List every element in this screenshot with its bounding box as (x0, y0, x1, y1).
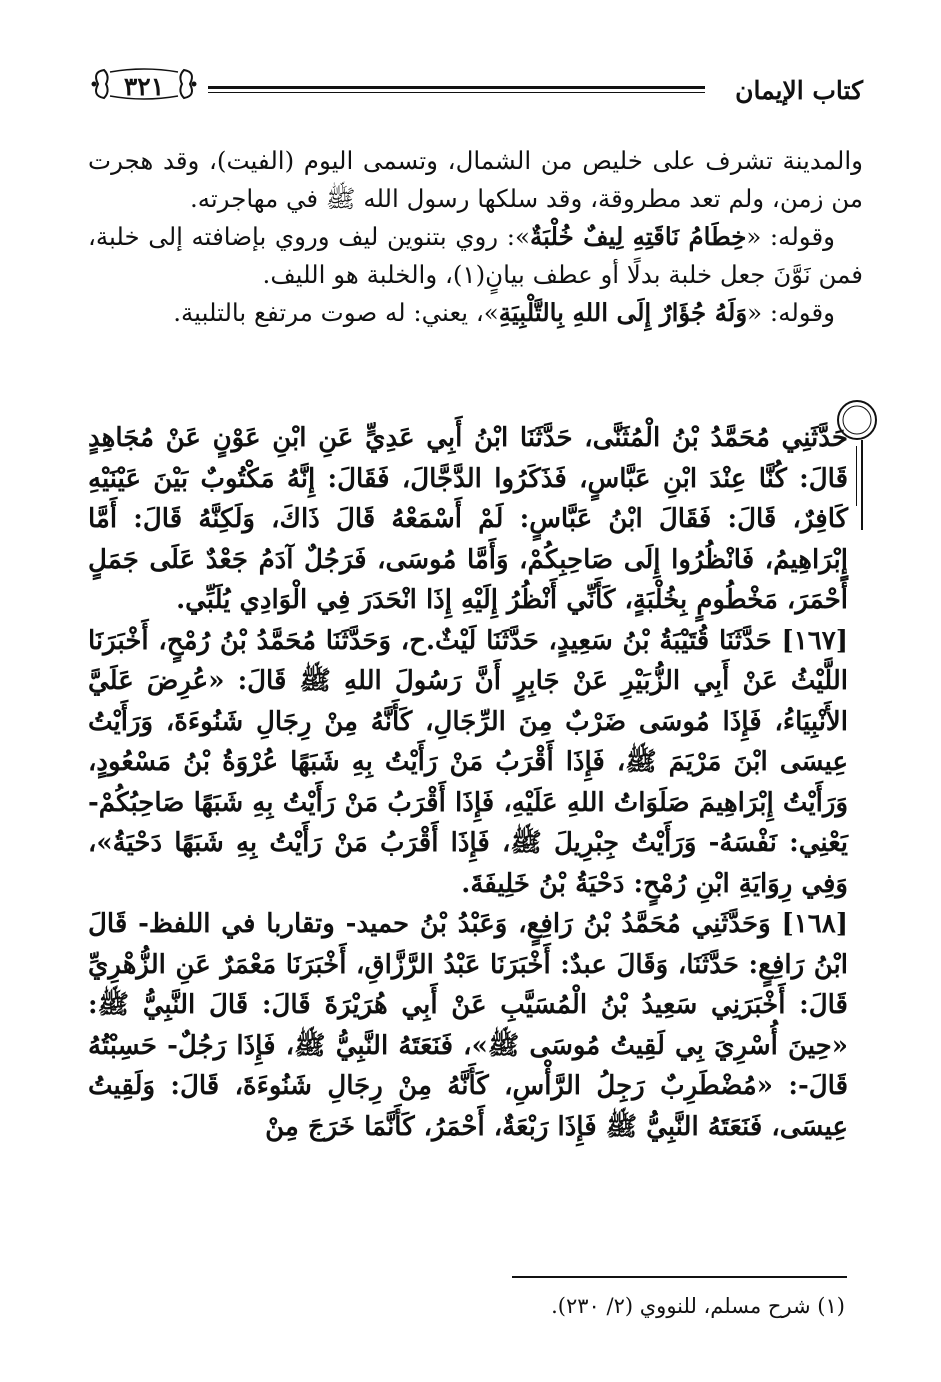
hadith-text (88, 418, 848, 1147)
header-rule (208, 86, 705, 89)
hadith-paragraph: [١٦٧] حَدَّثَنَا قُتَيْبَةُ بْنُ سَعِيدٍ، حَدَّثَنَا لَيْثٌ.ح، وَحَدَّثَنَا مُحَمَّدُ بْنُ رُمْحٍ، أَخْبَرَنَا اللَّيْثُ عَنْ أَبِي الزُّبَيْرِ عَنْ جَابِرٍ أَنَّ رَسُولَ اللهِ ﷺ قَالَ: «عُرِضَ عَلَيَّ الأَنْبِيَاءُ، فَإِذَا مُوسَى ضَرْبٌ مِنَ الرِّجَالِ، كَأَنَّهُ مِنْ رِجَالِ شَنُوءَةَ، وَرَأَيْتُ عِيسَى ابْنَ مَرْيَمَ ﷺ، فَإِذَا أَقْرَبُ مَنْ رَأَيْتُ بِهِ شَبَهًا عُرْوَةُ بْنُ مَسْعُودٍ، وَرَأَيْتُ إِبْرَاهِيمَ صَلَوَاتُ اللهِ عَلَيْهِ، فَإِذَا أَقْرَبُ مَنْ رَأَيْتُ بِهِ شَبَهًا صَاحِبُكُمْ- يَعْنِي: نَفْسَهُ- وَرَأَيْتُ جِبْرِيلَ ﷺ، فَإِذَا أَقْرَبُ مَنْ رَأَيْتُ بِهِ شَبَهًا دَحْيَةُ»، وَفِي رِوَايَةِ ابْنِ رُمْحٍ: دَحْيَةُ بْنُ خَلِيفَةَ. (88, 625, 848, 899)
footnote: (١) شرح مسلم، للنووي (٢/ ٢٣٠). (551, 1294, 845, 1318)
commentary-paragraph: والمدينة تشرف على خليص من الشمال، وتسمى اليوم (الفيت)، وقد هجرت من زمن، ولم تعد مطروقة، وقد سلكها رسول الله ﷺ في مهاجرته. (88, 146, 864, 213)
commentary-section (88, 142, 863, 332)
commentary-paragraph: وقوله: «خِطَامُ نَاقَتِهِ لِيفٌ خُلْبَةٌ»: روي بتنوين ليف وروي بإضافته إلى خلبة، فمن نَوَّنَ جعل خلبة بدلًا أو عطف بيانٍ(١)، والخلبة هو الليف. (88, 222, 863, 289)
quoted-phrase: وَلَهُ جُؤَارٌ إِلَى اللهِ بِالتَّلْبِيَةِ (498, 298, 748, 327)
page-number-badge (88, 64, 200, 104)
footnote-separator (512, 1276, 847, 1278)
chapter-title: كتاب الإيمان (735, 76, 863, 105)
running-header (88, 58, 863, 106)
hadith-paragraph: [١٦٨] وَحَدَّثَنِي مُحَمَّدُ بْنُ رَافِعٍ، وَعَبْدُ بْنُ حميد- وتقاربا في اللفظ- قَالَ ابْنُ رَافِعٍ: حَدَّثَنَا، وَقَالَ عبدٌ: أَخْبَرَنَا عَبْدُ الرَّزَّاقِ، أَخْبَرَنَا مَعْمَرٌ عَنِ الزُّهْرِيِّ قَالَ: أَخْبَرَنِي سَعِيدُ بْنُ الْمُسَيَّبِ عَنْ أَبِي هُرَيْرَةَ قَالَ: قَالَ النَّبِيُّ ﷺ: «حِينَ أُسْرِيَ بِي لَقِيتُ مُوسَى ﷺ»، فَنَعَتَهُ النَّبِيُّ ﷺ، فَإِذَا رَجُلٌ- حَسِبْتُهُ قَالَ-: «مُضْطَرِبٌ رَجِلُ الرَّأْسِ، كَأَنَّهُ مِنْ رِجَالِ شَنُوءَةَ، قَالَ: وَلَقِيتُ عِيسَى، فَنَعَتَهُ النَّبِيُّ ﷺ فَإِذَا رَبْعَةٌ، أَحْمَرُ، كَأَنَّمَا خَرَجَ مِنْ (88, 909, 848, 1142)
header-rule-thin (208, 92, 705, 93)
hadith-section (88, 418, 863, 1278)
hadith-paragraph: حَدَّثَنِي مُحَمَّدُ بْنُ الْمُثَنَّى، حَدَّثَنَا ابْنُ أَبِي عَدِيٍّ عَنِ ابْنِ عَوْنٍ عَنْ مُجَاهِدٍ قَالَ: كُنَّا عِنْدَ ابْنِ عَبَّاسٍ، فَذَكَرُوا الدَّجَّالَ، فَقَالَ: إِنَّهُ مَكْتُوبٌ بَيْنَ عَيْنَيْهِ كَافِرٌ، قَالَ: فَقَالَ ابْنُ عَبَّاسٍ: لَمْ أَسْمَعْهُ قَالَ ذَاكَ، وَلَكِنَّهُ قَالَ: أَمَّا إِبْرَاهِيمُ، فَانْظُرُوا إِلَى صَاحِبِكُمْ، وَأَمَّا مُوسَى، فَرَجُلٌ آدَمُ جَعْدٌ عَلَى جَمَلٍ أَحْمَرَ، مَخْطُومٍ بِخُلْبَةٍ، كَأَنِّي أَنْظُرُ إِلَيْهِ إِذَا انْحَدَرَ فِي الْوَادِي يُلَبِّي. (88, 423, 848, 615)
margin-line (861, 440, 863, 530)
commentary-paragraph: وقوله: «وَلَهُ جُؤَارٌ إِلَى اللهِ بِالتَّلْبِيَةِ»، يعني: له صوت مرتفع بالتلبية. (173, 298, 835, 327)
quoted-phrase: خِطَامُ نَاقَتِهِ لِيفٌ خُلْبَةٌ (529, 222, 747, 251)
margin-line-thin (856, 446, 857, 506)
page-number: ٣٢١ (123, 72, 165, 101)
